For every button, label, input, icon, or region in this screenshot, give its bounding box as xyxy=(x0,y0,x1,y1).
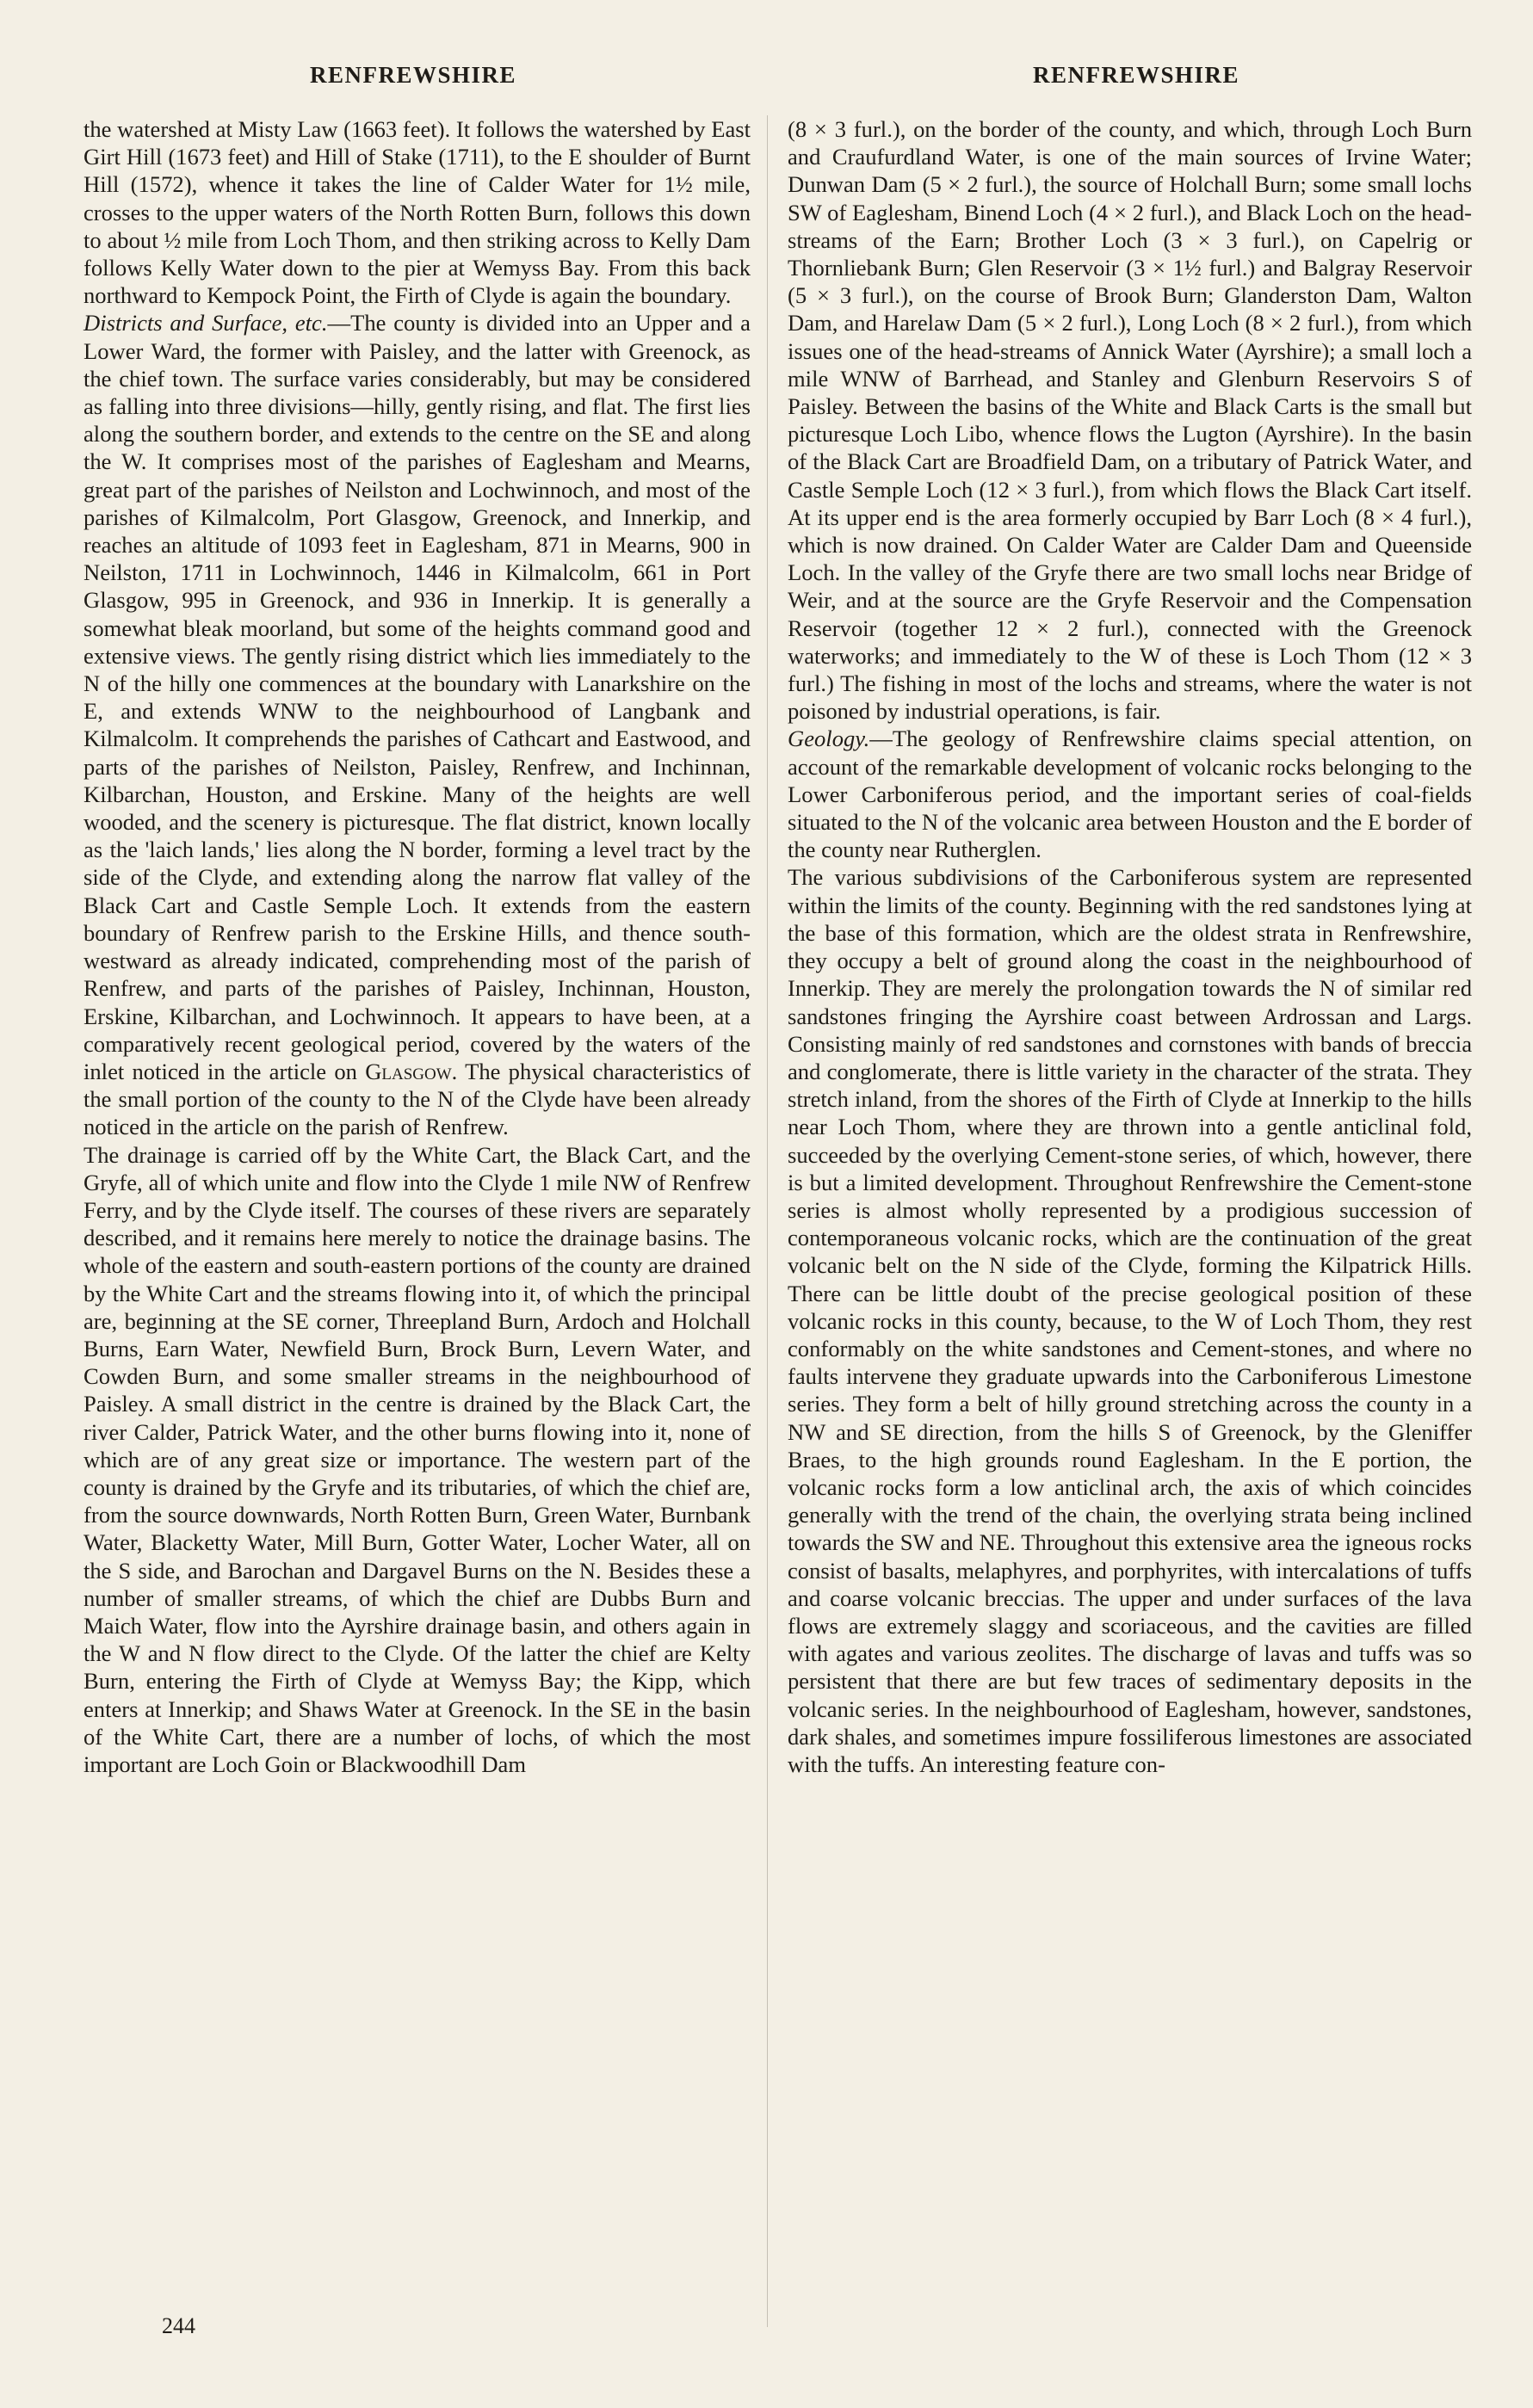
running-header xyxy=(0,62,1533,96)
right-paragraph-carboniferous: The various subdivisions of the Carboniferous system are represented within the limits of the county. Beginning with the red sandstones lying at the base of this formation, which are the oldest strata in Renfrewshire, they occupy a belt of ground along the coast in the neighbourhood of Innerkip. They are merely the prolongation towards the N of similar red sandstones fringing the Ayrshire coast between Ardrossan and Largs. Consisting mainly of red sandstones and cornstones with bands of breccia and conglomerate, there is little variety in the character of the strata. They stretch inland, from the shores of the Firth of Clyde at Innerkip to the hills near Loch Thom, where they are thrown into a gentle anticlinal fold, succeeded by the overlying Cement-stone series, of which, however, there is but a limited development. Throughout Renfrewshire the Cement-stone series is almost wholly represented by a prodigious succession of contemporaneous volcanic rocks, which are the continuation of the great volcanic belt on the N side of the Clyde, forming the Kilpatrick Hills. There can be little doubt of the precise geological position of these volcanic rocks in this county, because, to the W of Loch Thom, they rest conformably on the white sandstones and Cement-stones, and where no faults intervene they graduate upwards into the Carboniferous Limestone series. They form a belt of hilly ground stretching across the county in a NW and SE direction, from the hills S of Greenock, by the Gleniffer Braes, to the high grounds round Eaglesham. In the E portion, the volcanic rocks form a low anticlinal arch, the axis of which coincides generally with the trend of the chain, the overlying strata being inclined towards the SW and NE. Throughout this extensive area the igneous rocks consist of basalts, melaphyres, and porphyrites, with intercalations of tuffs and coarse volcanic breccias. The upper and under surfaces of the lava flows are extremely slaggy and scoriaceous, and the cavities are filled with agates and various zeolites. The discharge of lavas and tuffs was so persistent that there are but few traces of sedimentary deposits in the volcanic series. In the neighbourhood of Eaglesham, however, sandstones, dark shales, and sometimes impure fossiliferous limestones are associated with the tuffs. An interesting feature con- xyxy=(788,864,1472,1777)
right-paragraph-lochs: (8 × 3 furl.), on the border of the county, and which, through Loch Burn and Craufurdland Water, is one of the main sources of Irvine Water; Dunwan Dam (5 × 2 furl.), the source of Holchall Burn; some small lochs SW of Eaglesham, Binend Loch (4 × 2 furl.), and Black Loch on the head-streams of the Earn; Brother Loch (3 × 3 furl.), on Capelrig or Thornliebank Burn; Glen Reservoir (3 × 1½ furl.) and Balgray Reservoir (5 × 3 furl.), on the course of Brook Burn; Glanderston Dam, Walton Dam, and Harelaw Dam (5 × 2 furl.), Long Loch (8 × 2 furl.), from which issues one of the head-streams of Annick Water (Ayrshire); a small loch a mile WNW of Barrhead, and Stanley and Glenburn Reservoirs S of Paisley. Between the basins of the White and Black Carts is the small but picturesque Loch Libo, whence flows the Lugton (Ayrshire). In the basin of the Black Cart are Broadfield Dam, on a tributary of Patrick Water, and Castle Semple Loch (12 × 3 furl.), from which flows the Black Cart itself. At its upper end is the area formerly occupied by Barr Loch (8 × 4 furl.), which is now drained. On Calder Water are Calder Dam and Queenside Loch. In the valley of the Gryfe there are two small lochs near Bridge of Weir, and at the source are the Gryfe Reservoir and the Compensation Reservoir (together 12 × 2 furl.), connected with the Greenock waterworks; and immediately to the W of these is Loch Thom (12 × 3 furl.) The fishing in most of the lochs and streams, where the water is not poisoned by industrial operations, is fair. xyxy=(788,116,1472,725)
geology-text: —The geology of Renfrewshire claims special attention, on account of the remarkable development of volcanic rocks belonging to the Lower Carboniferous period, and the important series of coal-fields situated to the N of the volcanic area between Houston and the E border of the county near Rutherglen. xyxy=(788,725,1472,863)
left-paragraph-boundary: the watershed at Misty Law (1663 feet). It follows the watershed by East Girt Hill (1673 feet) and Hill of Stake (1711), to the E shoulder of Burnt Hill (1572), whence it takes the line of Calder Water for 1½ mile, crosses to the upper waters of the North Rotten Burn, follows this down to about ½ mile from Loch Thom, and then striking across to Kelly Dam follows Kelly Water down to the pier at Wemyss Bay. From this back northward to Kempock Point, the Firth of Clyde is again the boundary. xyxy=(83,116,751,309)
header-left-title: RENFREWSHIRE xyxy=(309,62,517,88)
right-column xyxy=(788,115,1472,1778)
geology-heading: Geology. xyxy=(788,725,870,752)
left-column xyxy=(83,115,751,1778)
column-divider xyxy=(767,115,768,2327)
districts-text-end: . The physical characteristics of the small portion of the county to the N of the Clyde have been already noticed in the article on the parish of Renfrew. xyxy=(83,1058,751,1140)
left-paragraph-drainage: The drainage is carried off by the White Cart, the Black Cart, and the Gryfe, all of which unite and flow into the Clyde 1 mile NW of Renfrew Ferry, and by the Clyde itself. The courses of these rivers are separately described, and it remains here merely to notice the drainage basins. The whole of the eastern and south-eastern portions of the county are drained by the White Cart and the streams flowing into it, of which the principal are, beginning at the SE corner, Threepland Burn, Ardoch and Holchall Burns, Earn Water, Newfield Burn, Brock Burn, Levern Water, and Cowden Burn, and some smaller streams in the neighbourhood of Paisley. A small district in the centre is drained by the Black Cart, the river Calder, Patrick Water, and the other burns flowing into it, none of which are of any great size or importance. The western part of the county is drained by the Gryfe and its tributaries, of which the chief are, from the source downwards, North Rotten Burn, Green Water, Burnbank Water, Blacketty Water, Mill Burn, Gotter Water, Locher Water, all on the S side, and Barochan and Dargavel Burns on the N. Besides these a number of smaller streams, of which the chief are Dubbs Burn and Maich Water, flow into the Ayrshire drainage basin, and others again in the W and N flow direct to the Clyde. Of the latter the chief are Kelty Burn, entering the Firth of Clyde at Wemyss Bay; the Kipp, which enters at Innerkip; and Shaws Water at Greenock. In the SE in the basin of the White Cart, there are a number of lochs, of which the most important are Loch Goin or Blackwoodhill Dam xyxy=(83,1141,751,1777)
page-number: 244 xyxy=(162,2313,195,2338)
districts-text: —The county is divided into an Upper and a Lower Ward, the former with Paisley, and the latter with Greenock, as the chief town. The surface varies considerably, but may be considered as falling into three divisions—hilly, gently rising, and flat. The first lies along the southern border, and extends to the centre on the SE and along the W. It comprises most of the parishes of Eaglesham and Mearns, great part of the parishes of Neilston and Lochwinnoch, and most of the parishes of Kilmalcolm, Port Glasgow, Greenock, and Innerkip, and reaches an altitude of 1093 feet in Eaglesham, 871 in Mearns, 900 in Neilston, 1711 in Lochwinnoch, 1446 in Kilmalcolm, 661 in Port Glasgow, 995 in Greenock, and 936 in Innerkip. It is generally a somewhat bleak moorland, but some of the heights command good and extensive views. The gently rising district which lies immediately to the N of the hilly one commences at the boundary with Lanarkshire on the E, and extends WNW to the neighbourhood of Langbank and Kilmalcolm. It comprehends the parishes of Cathcart and Eastwood, and parts of the parishes of Neilston, Paisley, Renfrew, and Inchinnan, Kilbarchan, Houston, and Erskine. Many of the heights are well wooded, and the scenery is picturesque. The flat district, known locally as the 'laich lands,' lies along the N border, forming a level tract by the side of the Clyde, and extending along the narrow flat valley of the Black Cart and Castle Semple Loch. It extends from the eastern boundary of Renfrew parish to the Erskine Hills, and thence south-westward as already indicated, comprehending most of the parish of Renfrew, and parts of the parishes of Paisley, Inchinnan, Houston, Erskine, Kilbarchan, and Lochwinnoch. It appears to have been, at a comparatively recent geological period, covered by the waters of the inlet noticed in the article on xyxy=(83,310,751,1084)
right-paragraph-geology xyxy=(788,725,1472,863)
districts-heading: Districts and Surface, etc. xyxy=(83,310,328,337)
left-paragraph-districts xyxy=(83,309,751,1140)
header-right-title: RENFREWSHIRE xyxy=(1032,62,1240,88)
glasgow-reference: Glasgow xyxy=(365,1058,452,1084)
